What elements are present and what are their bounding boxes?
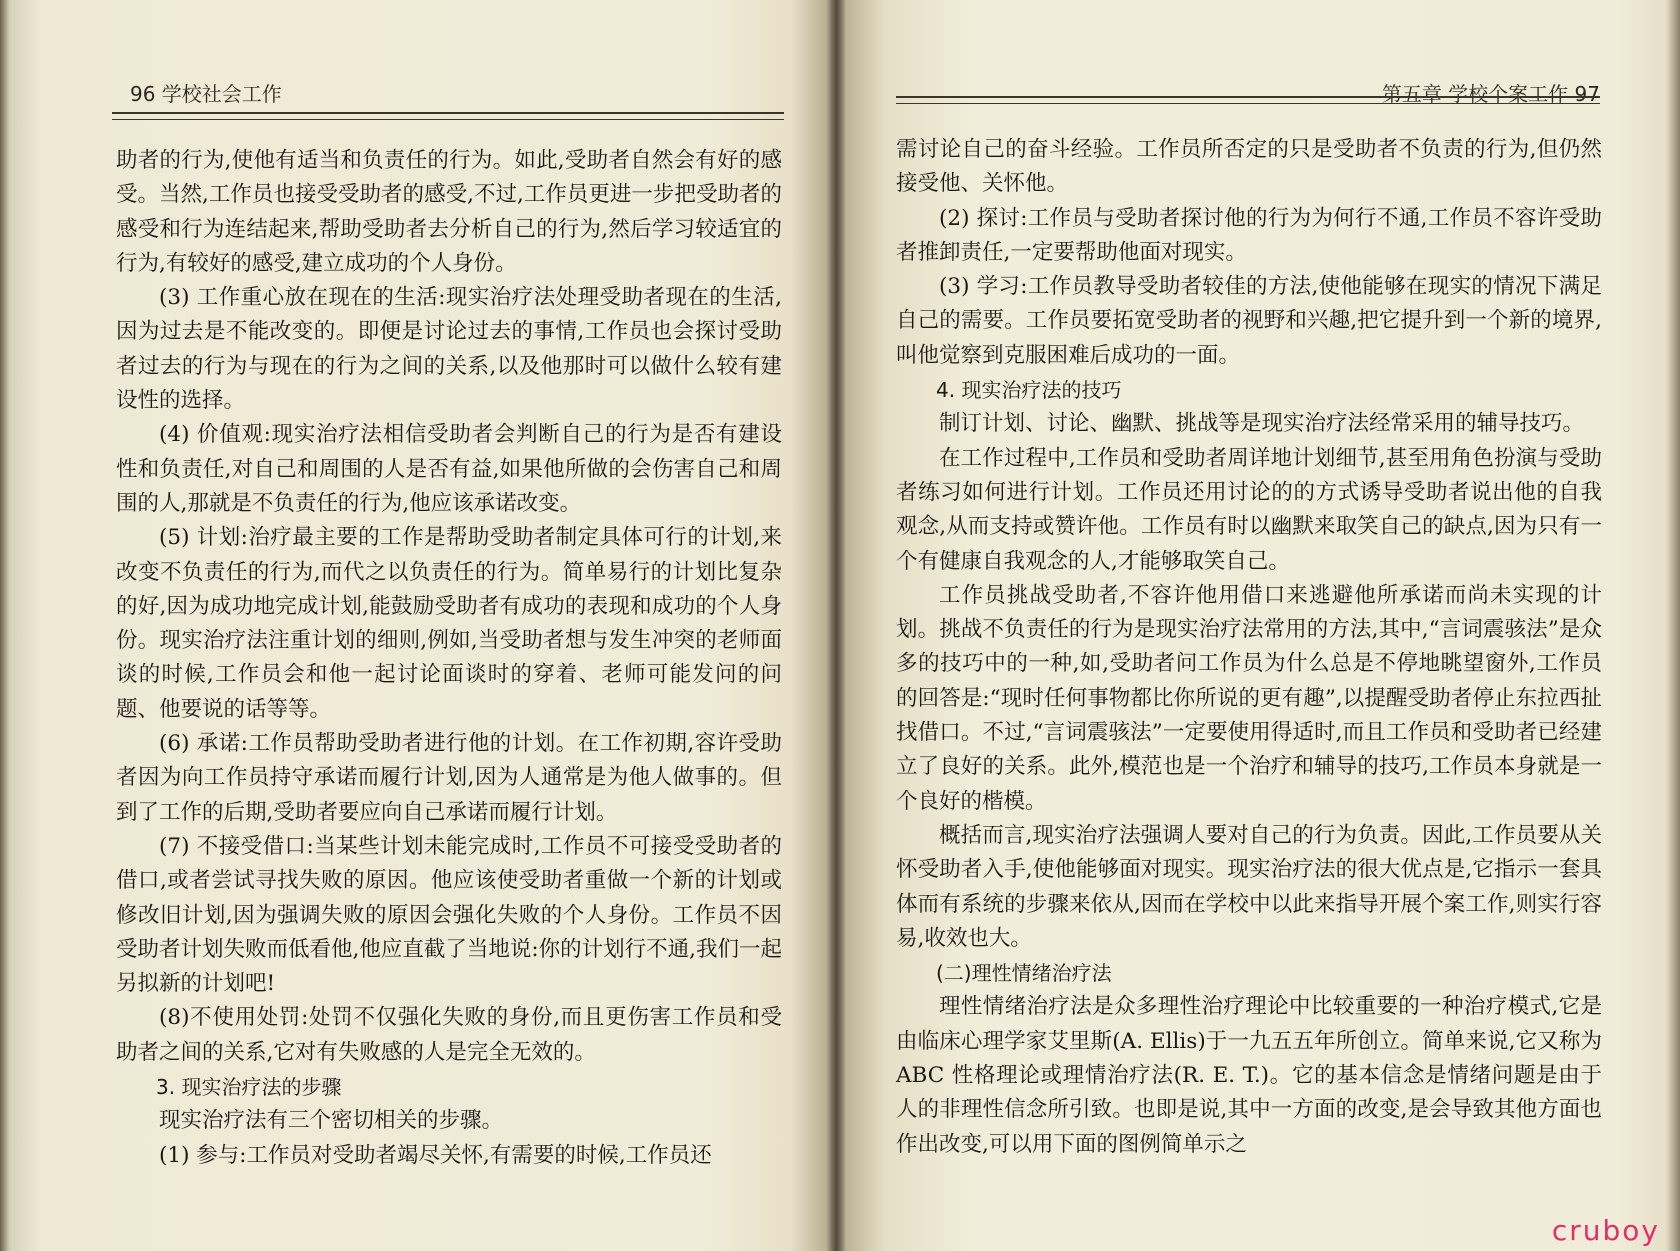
right-header-rule (896, 96, 1600, 104)
right-running-head: 第五章 学校个案工作 97 (1381, 82, 1600, 106)
right-page-body (896, 133, 1602, 1162)
left-header-rule (112, 112, 784, 120)
paragraph: 助者的行为,使他有适当和负责任的行为。如此,受助者自然会有好的感受。当然,工作员也接受受助者的感受,不过,工作员更进一步把受助者的感受和行为连结起来,帮助受助者去分析自己的行为,然后学习较适宜的行为,有较好的感受,建立成功的个人身份。 (116, 148, 782, 276)
paragraph: 理性情绪治疗法是众多理性治疗理论中比较重要的一种治疗模式,它是由临床心理学家艾里斯(A. Ellis)于一九五五年所创立。简单来说,它又称为 ABC 性格理论或理情治疗法(R. E. T.)。它的基本信念是情绪问题是由于人的非理性信念所引致。也即是说,其中一方面的改变,是会导致其他方面也作出改变,可以用下面的图例简单示之 (896, 994, 1602, 1157)
left-running-head: 96 学校社会工作 (130, 82, 282, 106)
paragraph: 在工作过程中,工作员和受助者周详地计划细节,甚至用角色扮演与受助者练习如何进行计划。工作员还用讨论的的方式诱导受助者说出他的自我观念,从而支持或赞许他。工作员有时以幽默来取笑自己的缺点,因为只有一个有健康自我观念的人,才能够取笑自己。 (896, 445, 1602, 574)
watermark: cruboy (1551, 1214, 1660, 1247)
paragraph: 制订计划、讨论、幽默、挑战等是现实治疗法经常采用的辅导技巧。 (939, 411, 1585, 437)
section-heading: (二)理性情绪治疗法 (936, 961, 1112, 986)
paragraph: (8)不使用处罚:处罚不仅强化失败的身份,而且更伤害工作员和受助者之间的关系,它对有失败感的人是完全无效的。 (116, 1005, 782, 1065)
left-page-body (116, 144, 782, 1173)
paragraph: (4) 价值观:现实治疗法相信受助者会判断自己的行为是否有建设性和负责任,对自己和周围的人是否有益,如果他所做的会伤害自己和周围的人,那就是不负责任的行为,他应该承诺改变。 (116, 422, 782, 516)
paragraph: 需讨论自己的奋斗经验。工作员所否定的只是受助者不负责的行为,但仍然接受他、关怀他。 (896, 137, 1602, 197)
section-heading: 3. 现实治疗法的步骤 (156, 1075, 342, 1100)
paragraph: (3) 工作重心放在现在的生活:现实治疗法处理受助者现在的生活,因为过去是不能改变的。即便是讨论过去的事情,工作员也会探讨受助者过去的行为与现在的行为之间的关系,以及他那时可以做什么较有建设性的选择。 (116, 285, 782, 414)
paragraph: (1) 参与:工作员对受助者竭尽关怀,有需要的时候,工作员还 (159, 1142, 712, 1168)
left-page (0, 0, 836, 1251)
paragraph: (6) 承诺:工作员帮助受助者进行他的计划。在工作初期,容许受助者因为向工作员持守承诺而履行计划,因为人通常是为他人做事的。但到了工作的后期,受助者要应向自己承诺而履行计划。 (116, 731, 782, 825)
book-gutter-shadow (826, 0, 846, 1251)
paragraph: 工作员挑战受助者,不容许他用借口来逃避他所承诺而尚未实现的计划。挑战不负责任的行为是现实治疗法常用的方法,其中,“言词震骇法”是众多的技巧中的一种,如,受助者问工作员为什么总是不停地眺望窗外,工作员的回答是:“现时任何事物都比你所说的更有趣”,以提醒受助者停止东拉西扯找借口。不过,“言词震骇法”一定要使用得适时,而且工作员和受助者已经建立了良好的关系。此外,模范也是一个治疗和辅导的技巧,工作员本身就是一个良好的楷模。 (896, 582, 1602, 814)
paragraph: (2) 探讨:工作员与受助者探讨他的行为为何行不通,工作员不容许受助者推卸责任,一定要帮助他面对现实。 (896, 205, 1602, 265)
right-page (836, 0, 1680, 1251)
section-heading: 4. 现实治疗法的技巧 (936, 378, 1122, 403)
paragraph: (7) 不接受借口:当某些计划未能完成时,工作员不可接受受助者的借口,或者尝试寻找失败的原因。他应该使受助者重做一个新的计划或修改旧计划,因为强调失败的原因会强化失败的个人身份。工作员不因受助者计划失败而低看他,他应直截了当地说:你的计划行不通,我们一起另拟新的计划吧! (116, 833, 782, 997)
paragraph: (5) 计划:治疗最主要的工作是帮助受助者制定具体可行的计划,来改变不负责任的行为,而代之以负责任的行为。简单易行的计划比复杂的好,因为成功地完成计划,能鼓励受助者有成功的表现和成功的个人身份。现实治疗法注重计划的细则,例如,当受助者想与发生冲突的老师面谈的时候,工作员会和他一起讨论面谈时的穿着、老师可能发问的问题、他要说的话等等。 (116, 525, 782, 722)
paragraph: 概括而言,现实治疗法强调人要对自己的行为负责。因此,工作员要从关怀受助者入手,使他能够面对现实。现实治疗法的很大优点是,它指示一套具体而有系统的步骤来依从,因而在学校中以此来指导开展个案工作,则实行容易,收效也大。 (896, 822, 1602, 951)
paragraph: (3) 学习:工作员教导受助者较佳的方法,使他能够在现实的情况下满足自己的需要。工作员要拓宽受助者的视野和兴趣,把它提升到一个新的境界,叫他觉察到克服困难后成功的一面。 (896, 274, 1602, 368)
paragraph: 现实治疗法有三个密切相关的步骤。 (159, 1108, 504, 1134)
